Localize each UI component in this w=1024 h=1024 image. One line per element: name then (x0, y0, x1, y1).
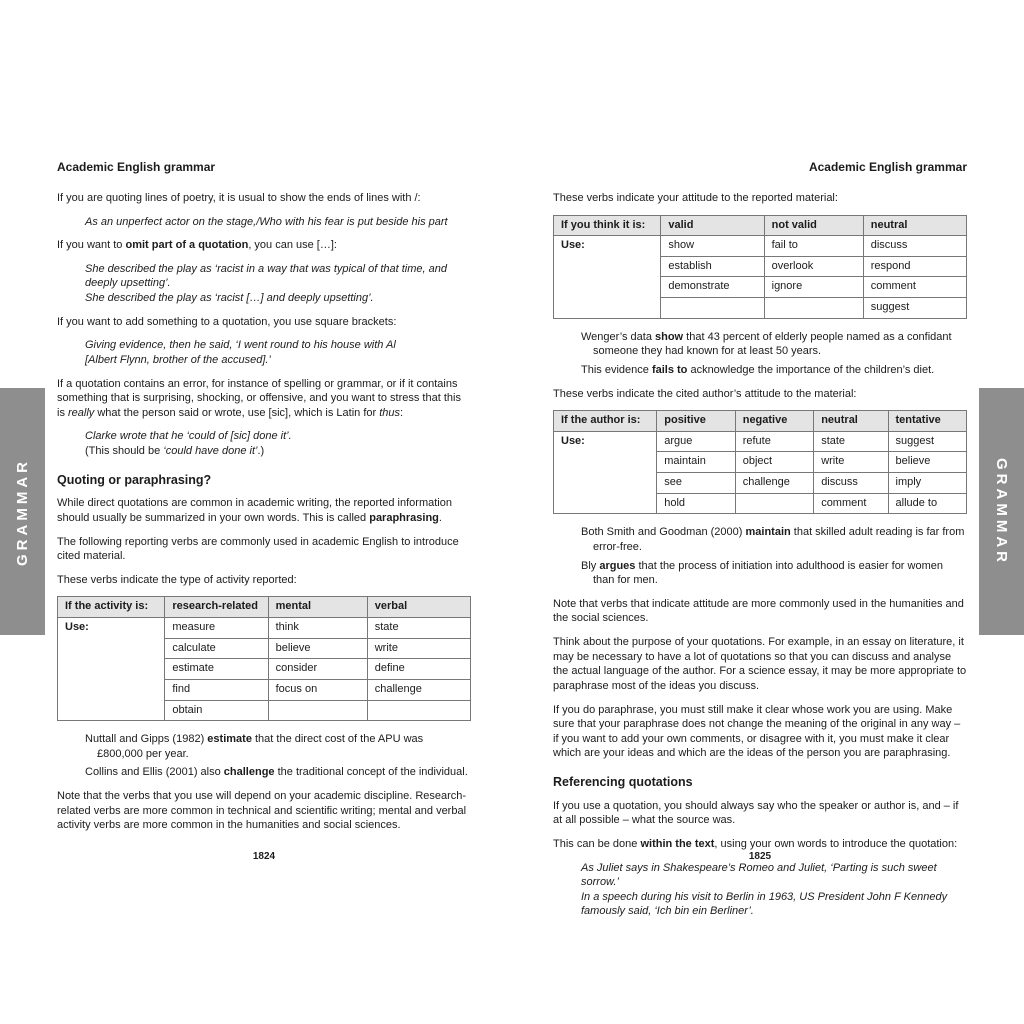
page-number: 1824 (252, 851, 276, 862)
table-cell (735, 493, 813, 514)
bold-run: estimate (207, 733, 252, 746)
example-line: She described the play as ‘racist […] and deeply upsetting’. (85, 292, 374, 305)
citation-examples (57, 732, 471, 780)
table-cell: state (367, 618, 470, 639)
grammar-tab-label: GRAMMAR (14, 457, 31, 566)
paragraph-omit (57, 238, 471, 253)
table-cell: suggest (888, 431, 966, 452)
table-cell: refute (735, 431, 813, 452)
text-run: This evidence (581, 363, 652, 376)
table-cell: obtain (165, 700, 268, 721)
table-cell: write (814, 452, 888, 473)
bold-run: show (655, 330, 684, 343)
text-run: Bly (581, 559, 600, 572)
table-header-cell: If you think it is: (554, 215, 661, 236)
example-poetry (85, 215, 471, 230)
table-header-cell: not valid (764, 215, 863, 236)
table-header-cell: negative (735, 411, 813, 432)
table-cell: comment (863, 277, 966, 298)
right-page (553, 160, 967, 918)
text-run: If you want to (57, 239, 126, 252)
example-line (85, 444, 471, 459)
example-omit (85, 262, 471, 306)
text-run: that the direct cost of the APU was £800,000 per year. (97, 733, 424, 760)
table-cell: think (268, 618, 367, 639)
text-run: This can be done (553, 837, 641, 850)
page-title: Academic English grammar (57, 160, 216, 174)
table-row-label: Use: (58, 618, 165, 721)
table-cell (268, 700, 367, 721)
paragraph-while (57, 496, 471, 525)
text-run: . (438, 511, 442, 524)
example-line: Clarke wrote that he ‘could of [sic] done it’. (85, 430, 292, 443)
table-cell: object (735, 452, 813, 473)
paragraph-attitude-note: Note that verbs that indicate attitude are more commonly used in the humanities and the social sciences. (553, 597, 964, 625)
left-page (57, 160, 471, 880)
citation-line (85, 732, 471, 761)
table-header-cell: verbal (367, 597, 470, 618)
text-run: acknowledge the importance of the children’s diet. (687, 363, 935, 376)
paragraph-paraphrase: If you do paraphrase, you must still make it clear whose work you are using. Make sure that your paraphrase does not change the meaning of the original in any way – if you want to add your own comments, or disagree with it, you must make it clear which are your ideas and which are the ideas of the person you are paraphrasing. (553, 703, 961, 760)
italic-run: ‘could have done it’ (163, 445, 258, 458)
text-run: (This should be (85, 445, 164, 458)
citation-line (581, 525, 967, 554)
table-row (554, 236, 967, 257)
table-header-cell: neutral (863, 215, 966, 236)
table-cell (661, 298, 764, 319)
page-title: Academic English grammar (808, 160, 967, 174)
table-cell: challenge (735, 473, 813, 494)
citation-examples (553, 330, 967, 378)
grammar-side-tab-left (0, 388, 45, 635)
citation-line (581, 363, 967, 378)
grammar-side-tab-right (979, 388, 1024, 635)
table-header-cell: valid (661, 215, 764, 236)
paragraph-add: If you want to add something to a quotation, you use square brackets: (57, 315, 397, 328)
table-cell: ignore (764, 277, 863, 298)
table-cell: maintain (657, 452, 735, 473)
table-cell: find (165, 679, 268, 700)
text-run: the traditional concept of the individual. (274, 766, 468, 779)
text-run: Nuttall and Gipps (1982) (85, 733, 208, 746)
text-run: : (400, 406, 404, 419)
grammar-tab-label: GRAMMAR (993, 457, 1010, 566)
bold-run: paraphrasing (369, 511, 439, 524)
table-header-cell: positive (657, 411, 735, 432)
table-row-label: Use: (554, 236, 661, 319)
bold-run: challenge (223, 766, 275, 779)
table-cell: estimate (165, 659, 268, 680)
table-header-cell: research-related (165, 597, 268, 618)
example-line: As Juliet says in Shakespeare’s Romeo and Juliet, ‘Parting is such sweet sorrow.’ (581, 861, 937, 889)
paragraph-sic (57, 377, 471, 421)
example-sic (85, 429, 471, 458)
example-line: [Albert Flynn, brother of the accused].’ (85, 353, 271, 366)
table-cell: see (657, 473, 735, 494)
table-row-label: Use: (554, 431, 657, 514)
italic-run: really (68, 406, 95, 419)
paragraph-following: The following reporting verbs are commonly used in academic English to introduce cited material. (57, 535, 459, 563)
paragraph-author-intro: These verbs indicate the cited author’s attitude to the material: (553, 387, 857, 400)
table-cell: define (367, 659, 470, 680)
citation-line (85, 765, 471, 780)
example-line: Giving evidence, then he said, ‘I went round to his house with Al (85, 339, 396, 352)
text-run: Both Smith and Goodman (2000) (581, 526, 746, 539)
table-cell: overlook (764, 256, 863, 277)
table-header-cell: mental (268, 597, 367, 618)
table-cell: believe (888, 452, 966, 473)
table-row (554, 431, 967, 452)
text-run: While direct quotations are common in academic writing, the reported information should usually be summarized in your own words. This is called (57, 497, 452, 524)
table-header-cell: If the activity is: (58, 597, 165, 618)
example-add (85, 338, 471, 367)
text-run: that 43 percent of elderly people named as a confidant someone they had known for at least 50 years. (593, 330, 952, 358)
table-cell: challenge (367, 679, 470, 700)
bold-run: fails to (651, 363, 688, 376)
citation-examples (553, 525, 967, 588)
author-attitude-verbs-table (553, 410, 967, 514)
table-row (58, 618, 471, 639)
text-run: Collins and Ellis (2001) also (85, 766, 224, 779)
table-cell: show (661, 236, 764, 257)
table-cell: discuss (863, 236, 966, 257)
text-run: what the person said or wrote, use [sic], which is Latin for (94, 406, 380, 419)
activity-verbs-table (57, 596, 471, 721)
bold-run: within the text (640, 837, 715, 850)
table-cell: suggest (863, 298, 966, 319)
table-header-cell: If the author is: (554, 411, 657, 432)
bold-run: maintain (745, 526, 791, 539)
text-run: Wenger’s data (581, 330, 655, 343)
bold-run: omit part of a quotation (125, 239, 249, 252)
paragraph-discipline-note: Note that the verbs that you use will depend on your academic discipline. Research-related verbs are more common in technical and scientific writing; mental and verbal activity verbs are more common in the humanities and social sciences. (57, 790, 467, 832)
example-line: In a speech during his visit to Berlin in 1963, US President John F Kennedy famously said, ‘Ich bin ein Berliner’. (581, 890, 948, 918)
table-cell: hold (657, 493, 735, 514)
page-number: 1825 (748, 851, 772, 862)
table-cell: demonstrate (661, 277, 764, 298)
paragraph-attitude-intro: These verbs indicate your attitude to the reported material: (553, 191, 838, 204)
table-header-row (58, 597, 471, 618)
section-heading-quoting: Quoting or paraphrasing? (57, 472, 212, 487)
table-cell: state (814, 431, 888, 452)
paragraph-poetry: If you are quoting lines of poetry, it is usual to show the ends of lines with /: (57, 191, 421, 204)
table-cell: consider (268, 659, 367, 680)
text-run: If a quotation contains an error, for instance of spelling or grammar, or if it contains something that is surprising, shocking, or offensive, and you want to stress that this is (57, 377, 461, 419)
table-cell: measure (165, 618, 268, 639)
example-line: As an unperfect actor on the stage,/Who with his fear is put beside his part (85, 215, 448, 228)
table-cell: comment (814, 493, 888, 514)
table-cell: imply (888, 473, 966, 494)
table-cell: fail to (764, 236, 863, 257)
table-cell: allude to (888, 493, 966, 514)
table-cell (367, 700, 470, 721)
table-cell: argue (657, 431, 735, 452)
text-run: that skilled adult reading is far from error-free. (593, 526, 965, 553)
table-header-cell: neutral (814, 411, 888, 432)
paragraph-quotation-who: If you use a quotation, you should always say who the speaker or author is, and – if at all possible – what the source was. (553, 799, 959, 827)
table-cell: calculate (165, 638, 268, 659)
table-header-row (554, 411, 967, 432)
italic-run: thus (379, 406, 401, 419)
table-cell: write (367, 638, 470, 659)
bold-run: argues (599, 559, 636, 572)
table-cell: believe (268, 638, 367, 659)
citation-line (581, 330, 967, 359)
table-cell: discuss (814, 473, 888, 494)
citation-line (581, 559, 967, 588)
text-run: , you can use […]: (248, 239, 337, 252)
example-line: She described the play as ‘racist in a way that was typical of that time, and deeply upsetting’. (85, 262, 447, 290)
paragraph-purpose: Think about the purpose of your quotations. For example, in an essay on literature, it may be necessary to have a lot of quotations so that you can discuss and analyse the actual language of the author. For a science essay, it may be more appropriate to paraphrase most of the ideas you discuss. (553, 636, 967, 692)
paragraph-activity-intro: These verbs indicate the type of activity reported: (57, 573, 297, 586)
example-referencing (581, 861, 967, 920)
table-cell: focus on (268, 679, 367, 700)
table-cell: respond (863, 256, 966, 277)
text-run: , using your own words to introduce the quotation: (714, 837, 958, 850)
table-cell: establish (661, 256, 764, 277)
table-cell (764, 298, 863, 319)
text-run: that the process of initiation into adulthood is easier for women than for men. (593, 559, 943, 587)
text-run: .) (257, 445, 265, 458)
table-header-row (554, 215, 967, 236)
table-header-cell: tentative (888, 411, 966, 432)
attitude-verbs-table (553, 215, 967, 319)
section-heading-referencing: Referencing quotations (553, 775, 693, 790)
